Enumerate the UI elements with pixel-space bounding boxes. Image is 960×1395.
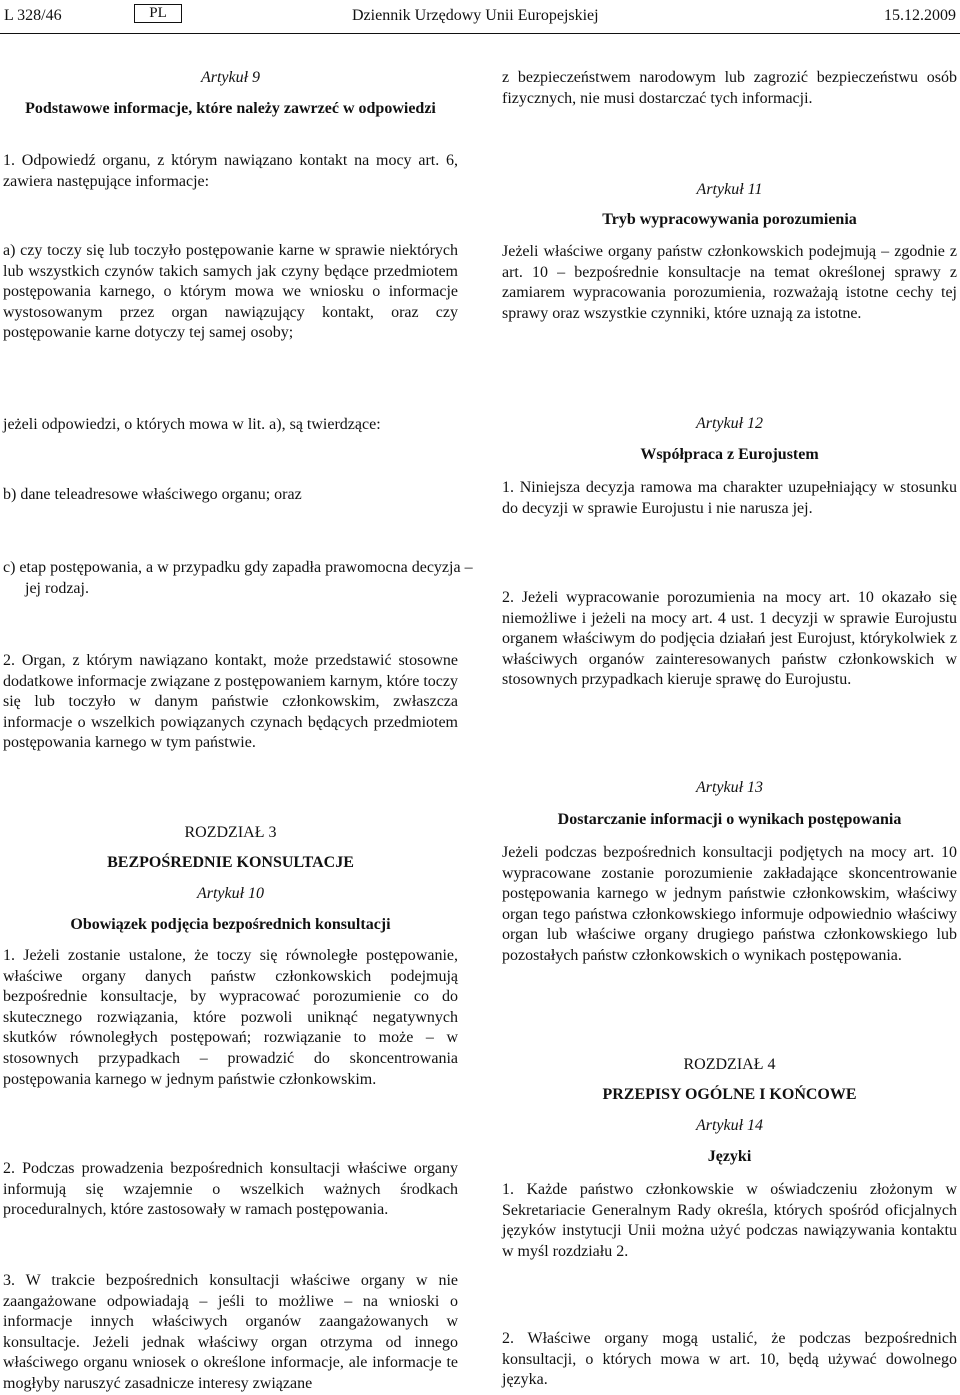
art11-para: Jeżeli właściwe organy państw członkowskich podejmują – zgodnie z art. 10 – bezpośrednie konsultacje na temat określonej sprawy z zamiarem wypracowania porozumienia, rozważają istotne cechy tej sprawy oraz wszystkie czynniki, które uznają za istotne.	[502, 243, 957, 322]
header-page-ref: L 328/46	[4, 7, 62, 24]
header-lang-box: PL	[134, 4, 182, 23]
art13-title: Dostarczanie informacji o wynikach postępowania	[557, 811, 902, 828]
art10-label: Artykuł 10	[196, 885, 265, 902]
art9-label: Artykuł 9	[200, 69, 261, 86]
chapter4-label: ROZDZIAŁ 4	[683, 1056, 776, 1073]
art12-para2: 2. Jeżeli wypracowanie porozumienia na mocy art. 10 okazało się niemożliwe i jeżeli na mocy art. 4 ust. 1 decyzji w sprawie Eurojustu organem właściwym do podjęcia działań jest Eurojust, którykolwiek z właściwych organów zainteresowanych państw członkowskich w stosownych przypadkach kieruje sprawę do Eurojustu.	[502, 589, 957, 689]
header-date: 15.12.2009	[884, 7, 956, 24]
art13-para: Jeżeli podczas bezpośrednich konsultacji podjętych na mocy art. 10 wypracowane zostanie porozumienie zakładające skoncentrowanie postępowania karnego w jednym państwie członkowskim, właściwy organ tego państwa członkowskiego informuje odpowiednio właściwy organ lub właściwe organy drugiego państwa członkowskiego lub pozostałych państw członkowskich o wynikach postępowania.	[502, 844, 957, 964]
chapter4-title: PRZEPISY OGÓLNE I KOŃCOWE	[602, 1086, 857, 1103]
header-journal: Dziennik Urzędowy Unii Europejskiej	[352, 7, 599, 24]
art9-title: Podstawowe informacje, które należy zawrzeć w odpowiedzi	[25, 100, 436, 117]
art14-label: Artykuł 14	[695, 1117, 764, 1134]
art9-item-b: b) dane teleadresowe właściwego organu; oraz	[3, 486, 302, 503]
art14-para1: 1. Każde państwo członkowskie w oświadczeniu złożonym w Sekretariacie Generalnym Rady określa, których spośród oficjalnych języków instytucji Unii można użyć podczas nawiązywania kontaktu w myśl rozdziału 2.	[502, 1181, 957, 1260]
art10-para1: 1. Jeżeli zostanie ustalone, że toczy się równoległe postępowanie, właściwe organy danych państw członkowskich podejmują bezpośrednie konsultacje, by wypracować porozumienie co do skutecznego rozwiązania, które pozwoli uniknąć negatywnych skutków równoległych postępowań; rozwiązanie to może – w stosownych przypadkach – prowadzić do skoncentrowania postępowania karnego w jednym państwie członkowskim.	[3, 947, 458, 1088]
art10-para2: 2. Podczas prowadzenia bezpośrednich konsultacji właściwe organy informują się wzajemnie o wszelkich ważnych środkach proceduralnych, które zastosowały w ramach postępowania.	[3, 1160, 458, 1219]
art11-title: Tryb wypracowywania porozumienia	[602, 211, 857, 228]
art13-label: Artykuł 13	[695, 779, 764, 796]
header-rule	[0, 33, 960, 34]
art12-title: Współpraca z Eurojustem	[640, 446, 819, 463]
art11-label: Artykuł 11	[696, 181, 763, 198]
art12-label: Artykuł 12	[695, 415, 764, 432]
art9-para1: 1. Odpowiedź organu, z którym nawiązano kontakt na mocy art. 6, zawiera następujące informacje:	[3, 152, 458, 190]
art10-para3: 3. W trakcie bezpośrednich konsultacji właściwe organy w nie zaangażowane odpowiadają – jeśli to możliwe – na wnioski o informacje innych właściwych organów zaangażowanych w konsultacje. Jeżeli jednak właściwy organ otrzyma od innego właściwego organu wniosek o określone informacje, ale informacje te mogłyby naruszyć zasadnicze interesy związane	[3, 1272, 458, 1392]
continuation-text: z bezpieczeństwem narodowym lub zagrozić bezpieczeństwu osób fizycznych, nie musi dostarczać tych informacji.	[502, 69, 957, 107]
art9-para2: 2. Organ, z którym nawiązano kontakt, może przedstawić stosowne dodatkowe informacje związane z postępowaniem karnym, które toczy się lub toczyło w danym państwie członkowskim, zwłaszcza informacje o wszelkich powiązanych czynach będących przedmiotem postępowania karnego w tym państwie.	[3, 652, 458, 752]
chapter3-label: ROZDZIAŁ 3	[184, 824, 277, 841]
art14-title: Języki	[707, 1148, 752, 1165]
art10-title: Obowiązek podjęcia bezpośrednich konsultacji	[70, 916, 391, 933]
chapter3-title: BEZPOŚREDNIE KONSULTACJE	[107, 854, 354, 871]
art14-para2: 2. Właściwe organy mogą ustalić, że podczas bezpośrednich konsultacji, o których mowa w art. 10, będą używać dowolnego języka.	[502, 1330, 957, 1389]
art9-item-a: a) czy toczy się lub toczyło postępowanie karne w sprawie niektórych lub wszystkich czynów takich samych jak czyny będące przedmiotem postępowania karnego, o którym mowa we wniosku o informacje wystosowanym przez organ nawiązujący kontakt, oraz czy postępowanie karne dotyczy tej samej osoby;	[3, 242, 458, 342]
art9-item-c: c) etap postępowania, a w przypadku gdy zapadła prawomocna decyzja – jej rodzaj.	[3, 559, 473, 597]
art12-para1: 1. Niniejsza decyzja ramowa ma charakter uzupełniający w stosunku do decyzji w sprawie Eurojustu i nie narusza jej.	[502, 479, 957, 517]
art9-condition: jeżeli odpowiedzi, o których mowa w lit. a), są twierdzące:	[3, 416, 381, 433]
